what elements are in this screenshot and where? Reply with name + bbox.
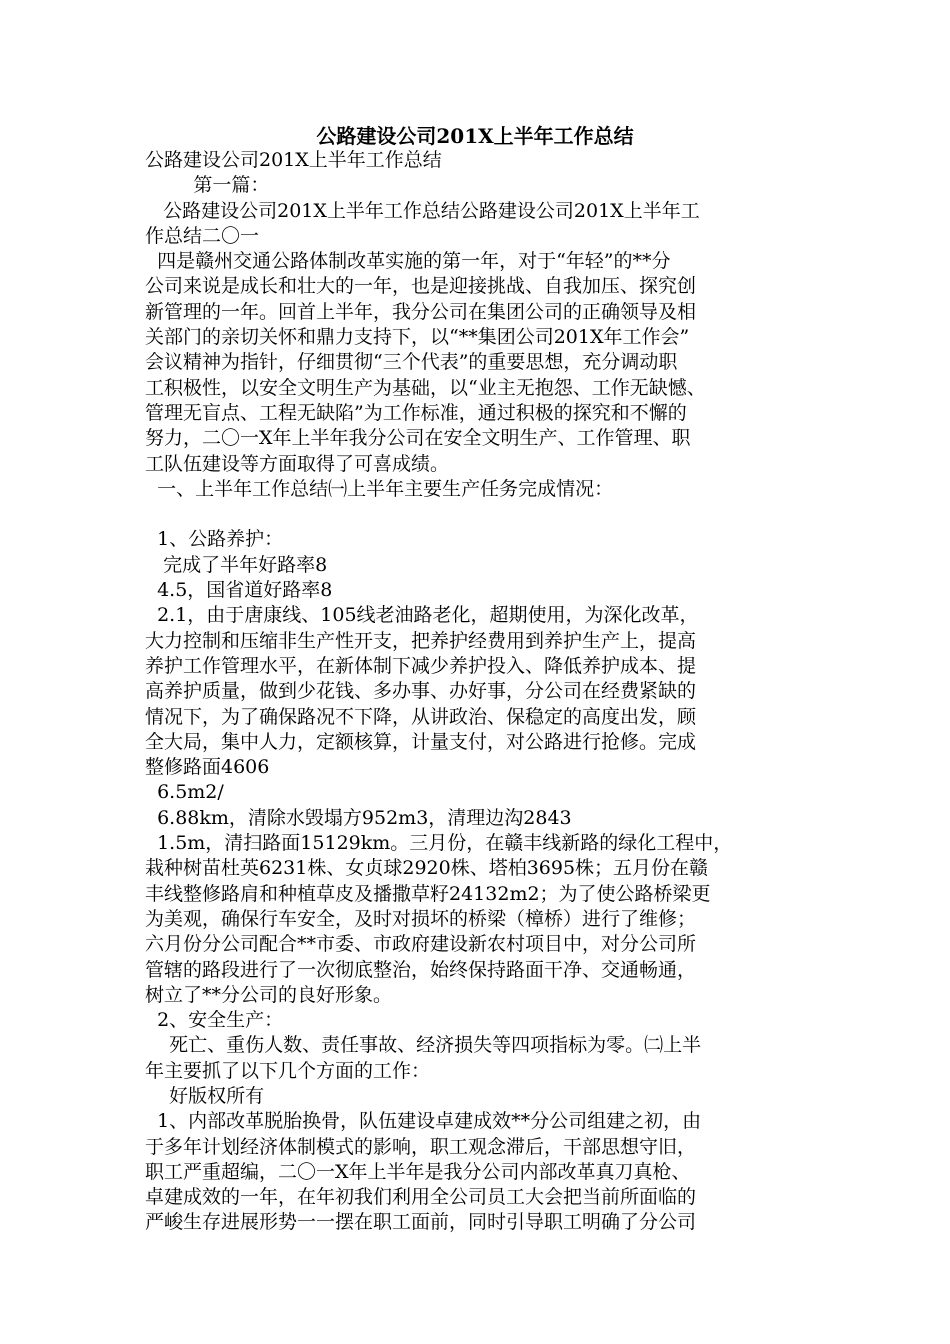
text-line: 六月份分公司配合**市委、市政府建设新农村项目中，对分公司所 bbox=[145, 933, 697, 956]
text-line: 6.88km，清除水毁塌方952m3，清理边沟2843 bbox=[145, 806, 572, 829]
text-line: 管理无盲点、工程无缺陷”为工作标准，通过积极的探究和不懈的 bbox=[145, 401, 687, 424]
text-line: 作总结二〇一 bbox=[145, 224, 260, 247]
text-line: 树立了**分公司的良好形象。 bbox=[145, 983, 393, 1006]
text-line: 1、公路养护： bbox=[145, 528, 284, 551]
text-line: 情况下，为了确保路况不下降，从讲政治、保稳定的高度出发，顾 bbox=[145, 705, 697, 728]
text-line: 栽种树苗杜英6231株、女贞球2920株、塔柏3695株；五月份在赣 bbox=[145, 857, 709, 880]
text-line: 大力控制和压缩非生产性开支，把养护经费用到养护生产上，提高 bbox=[145, 629, 697, 652]
text-line: 卓建成效的一年，在年初我们利用全公司员工大会把当前所面临的 bbox=[145, 1186, 697, 1209]
text-line: 于多年计划经济体制模式的影响，职工观念滞后，干部思想守旧， bbox=[145, 1135, 697, 1158]
text-line: 一、上半年工作总结㈠上半年主要生产任务完成情况： bbox=[145, 477, 614, 500]
text-line: 1、内部改革脱胎换骨，队伍建设卓建成效**分公司组建之初，由 bbox=[145, 1110, 702, 1133]
text-line: 四是赣州交通公路体制改革实施的第一年，对于“年轻”的**分 bbox=[145, 250, 671, 273]
text-line: 整修路面4606 bbox=[145, 756, 270, 779]
text-line: 严峻生存进展形势一一摆在职工面前，同时引导职工明确了分公司 bbox=[145, 1211, 697, 1234]
text-line: 养护工作管理水平，在新体制下减少养护投入、降低养护成本、提 bbox=[145, 654, 697, 677]
text-line: 完成了半年好路率8 bbox=[145, 553, 328, 576]
text-line: 公路建设公司201X上半年工作总结 bbox=[145, 149, 442, 171]
text-line: 高养护质量，做到少花钱、多办事、办好事，分公司在经费紧缺的 bbox=[145, 680, 697, 703]
text-line: 6.5m2/ bbox=[145, 781, 224, 804]
text-line: 公路建设公司201X上半年工作总结公路建设公司201X上半年工 bbox=[145, 199, 700, 222]
document-title: 公路建设公司201X上半年工作总结 bbox=[316, 124, 634, 148]
text-line: 会议精神为指针，仔细贯彻“三个代表”的重要思想，充分调动职 bbox=[145, 351, 678, 374]
text-line: 第一篇： bbox=[145, 174, 270, 197]
text-line: 工积极性，以安全文明生产为基础，以“业主无抱怨、工作无缺憾、 bbox=[145, 376, 706, 399]
text-line: 好版权所有 bbox=[145, 1084, 265, 1107]
text-line: 为美观，确保行车安全，及时对损坏的桥梁（樟桥）进行了维修； bbox=[145, 907, 697, 930]
text-line: 公司来说是成长和壮大的一年，也是迎接挑战、自我加压、探究创 bbox=[145, 275, 697, 298]
text-line: 死亡、重伤人数、责任事故、经济损失等四项指标为零。㈡上半 bbox=[145, 1034, 702, 1057]
text-line: 工队伍建设等方面取得了可喜成绩。 bbox=[145, 452, 450, 475]
text-line: 关部门的亲切关怀和鼎力支持下，以“**集团公司201X年工作会” bbox=[145, 326, 690, 349]
text-line: 职工严重超编，二〇一X年上半年是我分公司内部改革真刀真枪、 bbox=[145, 1160, 691, 1183]
text-line bbox=[145, 502, 815, 527]
text-line: 全大局，集中人力，定额核算，计量支付，对公路进行抢修。完成 bbox=[145, 730, 697, 753]
document-body bbox=[145, 148, 815, 1236]
text-line: 4.5，国省道好路率8 bbox=[145, 579, 333, 602]
text-line: 年主要抓了以下几个方面的工作： bbox=[145, 1059, 431, 1082]
text-line: 1.5m，清扫路面15129km。三月份，在赣丰线新路的绿化工程中， bbox=[145, 832, 733, 855]
text-line: 管辖的路段进行了一次彻底整治，始终保持路面干净、交通畅通， bbox=[145, 958, 697, 981]
text-line: 新管理的一年。回首上半年，我分公司在集团公司的正确领导及相 bbox=[145, 300, 697, 323]
text-line: 努力，二〇一X年上半年我分公司在安全文明生产、工作管理、职 bbox=[145, 427, 691, 450]
text-line: 2、安全生产： bbox=[145, 1009, 284, 1032]
text-line: 丰线整修路肩和种植草皮及播撒草籽24132m2；为了使公路桥梁更 bbox=[145, 882, 711, 905]
text-line: 2.1，由于唐康线、105线老油路老化，超期使用，为深化改革， bbox=[145, 604, 699, 627]
